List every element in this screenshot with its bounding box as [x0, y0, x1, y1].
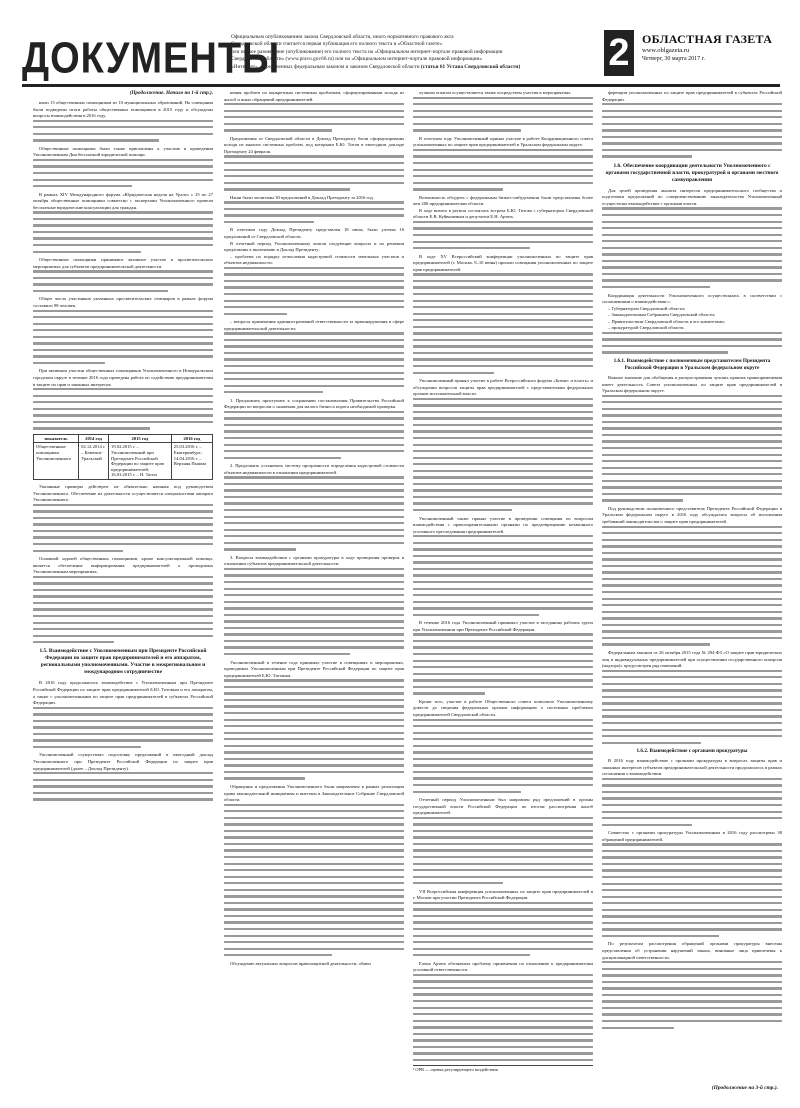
text-block [33, 310, 213, 365]
paragraph: – проблема по порядку исчисления кадастровой стоимости земельных участков и объектов недвижимости; [224, 253, 404, 266]
paragraph: 2. Предложить установить систему прозрачности определения кадастровой стоимости объектов недвижимости в отношении предпринимателей. [224, 463, 404, 475]
paragraph: Уполномоченный в течение года принимал участие в совещаниях и мероприятиях, проводимых Уполномоченным при Президенте Российской Федерации по защите прав предпринимателей Б.Ю. Титовым. [224, 659, 404, 678]
text-block [224, 155, 404, 190]
paragraph: Уполномоченный осуществлял подготовку предложений в ежегодный доклад Уполномоченного при Президенте Российской Федерации по защите прав предпринимателей (далее – Доклад Президенту). [33, 752, 213, 771]
paragraph: В отчетном году Доклад Президенту представлен 18 июля, были учтены 16 предложений от Свердловской области. [224, 227, 404, 240]
text-block [602, 961, 782, 1029]
paragraph: В ходе визита в регион состоялась встреча Б.Ю. Титова с губернатором Свердловской области Е.В. Куйвашевым и депутатом Е.Н. Артюх. [413, 207, 593, 220]
paragraph: Указанные примеры действуют не обязательно начиная под руководством Уполномоченного. Обеспечение их деятельности осуществляется специалистами аппарата Уполномоченного. [33, 484, 213, 503]
paragraph: VII Всероссийская конференция уполномоченных по защите прав предпринимателей в г. Москве при участии Президента Российской Федерации. [413, 888, 593, 901]
text-block [33, 211, 213, 253]
text-block [602, 670, 782, 744]
section-heading: 1.6. Обеспечение координации деятельности Уполномоченного с органами государственной власти, прокуратурой и органами местного самоуправления [605, 162, 779, 183]
paragraph: – вопросы применения административной ответственности за правонарушения в сфере предпринимательской деятельности; [224, 319, 404, 331]
table-cell: 25.03.2016 г. – Екатеринбург; 14.04.2016 г. – Верхняя Пышма [171, 443, 212, 480]
text-block [33, 504, 213, 552]
paragraph: Для целей проведения анализа интересов предпринимательского сообщества и подготовки предложений по совершенствованию законодательства Уполномоченный осуществлял взаимодействие с органами власти. [602, 187, 782, 206]
notice-line-4: Свердловской области» (www.pravo.gov66.ru) или на «Официальном интернет-портале правовой информации» [231, 56, 483, 63]
notice-line-5-text: «Интернет», определенных федеральным законом и законом Свердловской области [231, 63, 420, 70]
paragraph: Предложения от Свердловской области в Доклад Президенту были сформулированы исходя из анализа системных проблем, под которыми Б.Ю. Титов в ежегодном докладе Президенту 24 февраля. [224, 135, 404, 154]
text-block [33, 576, 213, 644]
paragraph: ференции уполномоченных по защите прав предпринимателей в субъектах Российской Федерации. [602, 90, 782, 102]
text-block [33, 772, 213, 800]
text-block [33, 707, 213, 749]
text-block [224, 804, 404, 957]
text-block [413, 719, 593, 793]
paragraph: Важное значение для обобщения и распространения лучших практик правоприменения имеет деятельность Совета уполномоченных по защите прав предпринимателей в Уральском федеральном округе. [602, 374, 782, 394]
text-block [33, 270, 213, 292]
paragraph: Возможность обсудить с федеральным бизнес-омбудсменом были представлены более чем 200 предпринимателям области. [413, 194, 593, 207]
paragraph: В 2016 году взаимодействие с органами прокуратуры в вопросах защиты прав и законных интересов субъектов предпринимательской деятельности продолжилось в рамках соглашения о взаимодействии. [602, 758, 782, 777]
masthead [642, 32, 782, 63]
paragraph: Общественные помощники принимают активное участие в просветительских мероприятиях для субъектов предпринимательской деятельности. [33, 257, 213, 269]
text-block [224, 201, 404, 223]
text-block [413, 535, 593, 616]
subsection-heading: 1.6.2. Взаимодействие с органами прокуратуры [636, 748, 748, 755]
text-block [413, 817, 593, 885]
section-heading: 1.5. Взаимодействие с Уполномоченным при Президенте Российской Федерации по защите прав предпринимателей и его аппаратом, региональными уполномоченными. Участие в межрегиональном и международном сотрудничестве [39, 648, 207, 676]
table-header-cell: 2015 год [109, 434, 172, 443]
list-item: – Законодательным Собранием Свердловской области; [608, 312, 716, 318]
paragraph: В ходе XV Всероссийский конференции уполномоченных по защите прав предпринимателей (г. Москва, 9–10 июня) прошли совещания уполномоченных по защите прав предпринимателей. [413, 253, 593, 272]
paragraph: При активном участии общественных помощников Уполномоченного в Новоуральском городском округе в течение 2016 года проведена работа по содействию предпринимателям в защите их прав и законных интересов. [33, 368, 213, 387]
paragraph: Кроме того, участие в работе Общественного совета позволило Уполномоченному довести до сведения федеральных органов информацию о системных проблемах предпринимателей Свердловской области. [413, 698, 593, 717]
official-publication-notice [231, 34, 587, 71]
paragraph: Федеральным законом от 26 октября 2015 года № 294-ФЗ «О защите прав юридических лиц и индивидуальных предпринимателей при осуществлении государственного контроля (надзора)» предусмотрен ряд изменений. [602, 649, 782, 669]
text-block [413, 398, 593, 512]
text-block [224, 476, 404, 550]
paper-name: ОБЛАСТНАЯ ГАЗЕТА [642, 32, 773, 46]
text-block [413, 974, 593, 1061]
table-header-cell: 2016 год [171, 434, 212, 443]
subsection-heading: 1.6.1. Взаимодействие с полномочным представителем Президента Российской Федерации в Уральском федеральном округе [613, 357, 771, 371]
page-number: 2 [604, 30, 634, 76]
paragraph: Елена Артюх обозначила проблему применения по отношению к предпринимателям уголовной ответственности. [413, 960, 593, 973]
column-2 [224, 90, 404, 967]
text-block [224, 679, 404, 780]
text-block [33, 159, 213, 187]
text-block [224, 332, 404, 393]
paper-site-link[interactable]: www.oblgazeta.ru [642, 47, 690, 54]
list-item: – Губернатором Свердловской области; [608, 305, 686, 311]
text-block [224, 267, 404, 315]
column-1 [33, 90, 213, 805]
paragraph: В 2016 году продолжилось взаимодействие с Уполномоченным при Президенте Российской Федерации по защите прав предпринимателей Б.Ю. Титовым и его аппаратом, а также с уполномоченными по защите прав предпринимателей в субъектах Российской Федерации. [33, 680, 213, 706]
paragraph: Уполномоченный принял участие в работе Всероссийского форума «Бизнес и власть» и обсуждении вопросов защиты прав предпринимателей с представителями федеральных органов исполнительной власти. [413, 378, 593, 397]
paragraph: лучшим опытом осуществляется также посредством участия в мероприятиях. [419, 90, 572, 95]
column-4 [602, 90, 782, 1033]
notice-line-2: Свердловской области считается первая публикация его полного текста в «Областной газете» [231, 41, 443, 48]
text-block [602, 778, 782, 826]
footnote: ¹ ОРВ — оценка регулирующего воздействия [413, 1065, 593, 1073]
table-header-row [34, 434, 213, 443]
text-block [602, 207, 782, 288]
text-block [602, 332, 782, 354]
paragraph: 3. Вопросы взаимодействия с органами прокуратуры в ходе проведения проверок в отношении субъектов предпринимательской деятельности. [224, 554, 404, 567]
paragraph: Общее число участников указанных просветительских семинаров в рамках форума составило 98 человек. [33, 296, 213, 308]
text-block [602, 843, 782, 937]
paragraph: Основной задачей общественных помощников, кроме консультационной помощи, является обеспечение информирования предпринимателей о проводимых Уполномоченным мероприятиях. [33, 556, 213, 575]
issue-date: Четверг, 30 марта 2017 г. [642, 56, 705, 62]
header-divider [22, 84, 780, 87]
table-cell: 19.02.2015 г. – Уполномоченный при Президенте Российской Федерации по защите прав предпринимателей; 16.03.2015 г. – Н. Тагил [109, 443, 172, 480]
paragraph: Обсуждение актуальных вопросов правозащитной деятельности, обмен [230, 960, 371, 966]
table-header-cell: 2014 год [79, 434, 109, 443]
paragraph: Наши были засчитаны 30 предложений в Доклад Президенту за 2016 год. [230, 194, 374, 200]
notice-bold: (статья 61 Устава Свердловской области) [420, 63, 521, 70]
paragraph: нения проблем по конкретным системным проблемам, сформулированным исходя из жалоб и иных обращений предпринимателей. [224, 90, 404, 102]
text-block [413, 273, 593, 374]
paragraph: В отчетном году Уполномоченный принял участие в работе Координационного совета уполномоченных по защите прав предпринимателей в Уральском федеральном округе. [413, 135, 593, 148]
list-item: – прокуратурой Свердловской области. [608, 325, 685, 331]
list-item: – Правительством Свердловской области и его комитетами; [608, 318, 725, 324]
section-title: ДОКУМЕНТЫ [22, 34, 281, 83]
paragraph: Уполномоченный также принял участие в проведении совещания по вопросам взаимодействия с правоохранительными органами по предотвращению незаконного уголовного преследования предпринимателей. [413, 515, 593, 534]
paragraph: Координация деятельности Уполномоченного осуществлялась в соответствии с соглашениями о взаимодействии с: [602, 292, 782, 305]
text-block [413, 149, 593, 191]
paragraph: Общественные помощники были также приглашены к участию в проведении Уполномоченным Дня бесплатной юридической помощи. [33, 145, 213, 158]
paragraph: Отчетный период Уполномоченным был направлен ряд предложений в органы государственной власти Российской Федерации по итогам рассмотрения жалоб предпринимателей. [413, 797, 593, 816]
paragraph: Совместно с органами прокуратуры Уполномоченным в 2016 году рассмотрено 38 обращений предпринимателей. [602, 830, 782, 842]
paragraph: Обращения и предложения Уполномоченного были направлены в рамках реализации права законодательной инициативы и внесены в Законодательное Собрание Свердловской области. [224, 783, 404, 803]
paragraph: В рамках XIV Международного форума «Юридическая неделя на Урале» с 25 по 27 октября общественные помощники совместно с экспертами Уполномоченного провели бесплатные юридические консультации для граждан. [33, 191, 213, 210]
table-cell: 02.12.2014 г. – Каменск-Уральский [79, 443, 109, 480]
paragraph: 1. Предложить приступить к сохранению постановления Правительства Российской Федерации по вопросам о снижении для малого бизнеса порога необходимой проверки. [224, 397, 404, 410]
notice-line-5 [231, 64, 587, 71]
paragraph: нили 13 общественных помощников из 10 муниципальных образований. На совещании были подведены итоги работы общественных помощников в 2015 году и обсуждены вопросы взаимодействия в 2016 году. [33, 100, 213, 119]
text-block [602, 103, 782, 158]
text-block [602, 395, 782, 502]
assistants-table [33, 434, 213, 480]
table-cell: Общественные помощники Уполномоченного [34, 443, 79, 480]
text-block [224, 568, 404, 655]
text-block [224, 103, 404, 131]
text-block [413, 633, 593, 694]
table-row [34, 443, 213, 480]
text-block [413, 97, 593, 132]
continued-from-note: (Продолжение. Начало на 1-й стр.). [129, 90, 213, 96]
continued-on-note: (Продолжение на 3-й стр.). [711, 1085, 778, 1091]
notice-line-3: или первое размещение (опубликование) его полного текста на «Официальном интернет-портале правовой информации [231, 48, 503, 55]
paragraph: Под руководством полномочного представителя Президента Российской Федерации в Уральском федеральном округе в 2016 году обсуждались вопросы об исполнении требований законодательства о защите прав предпринимателей. [602, 505, 782, 525]
text-block [33, 120, 213, 142]
text-block [602, 526, 782, 646]
text-block [413, 902, 593, 957]
text-block [224, 411, 404, 459]
paragraph: По результатам рассмотрения обращений органами прокуратуры внесены представления об устранении нарушений закона, виновные лица привлечены к дисциплинарной ответственности. [602, 941, 782, 960]
page-header [22, 30, 780, 82]
notice-line-1: Официальным опубликованием закона Свердловской области, иного нормативного правового акта [231, 34, 454, 40]
paragraph: В отчетный период Уполномоченному вошли следующие вопросы и их решения предложены к включению в Доклад Президенту: [224, 240, 404, 253]
text-block [413, 221, 593, 249]
table-header-cell: показатель [34, 434, 79, 443]
column-3 [413, 90, 593, 1073]
text-block [33, 388, 213, 430]
paragraph: В течение 2016 года Уполномоченный принимал участие в заседаниях рабочих групп при Уполномоченном при Президенте Российской Федерации. [413, 620, 593, 632]
